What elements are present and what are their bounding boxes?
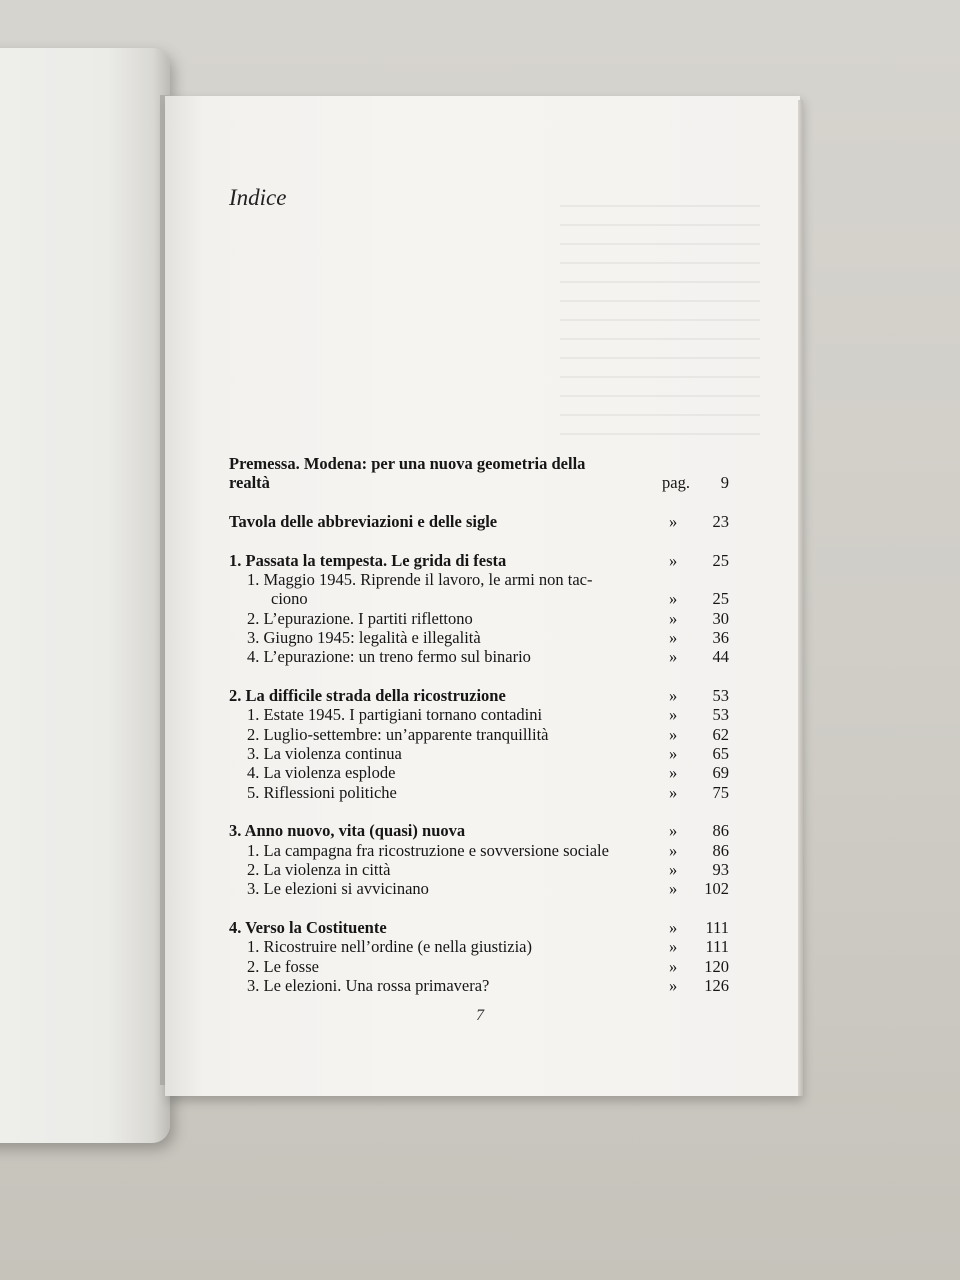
toc-entry-title: realtà [229, 473, 270, 493]
ditto-mark: » [669, 724, 678, 744]
ditto-mark: » [669, 956, 678, 976]
page-number: 120 [704, 956, 729, 976]
toc-section [229, 589, 734, 608]
page-edge [798, 100, 803, 1096]
page-number: 53 [712, 686, 729, 706]
toc-section [229, 763, 734, 782]
toc-entry-premessa-cont [229, 473, 734, 492]
page-number: 36 [712, 628, 729, 648]
toc-section [229, 879, 734, 898]
page-number: 62 [712, 724, 729, 744]
chapter-title: 1. Passata la tempesta. Le grida di festa [229, 550, 507, 570]
toc-section [229, 860, 734, 879]
ditto-mark: » [669, 763, 678, 783]
section-title: 3. Le elezioni. Una rossa primavera? [247, 976, 490, 996]
toc-entry-title: Tavola delle abbreviazioni e delle sigle [229, 512, 498, 532]
toc-section [229, 744, 734, 763]
page-number: 25 [712, 550, 729, 570]
toc-chapter-1 [229, 551, 734, 570]
ditto-mark: » [669, 782, 678, 802]
toc-section [229, 783, 734, 802]
page-number: 30 [712, 608, 729, 628]
toc-chapter-2 [229, 686, 734, 705]
ditto-mark: » [669, 647, 678, 667]
section-title: 1. La campagna fra ricostruzione e sovversione sociale [247, 840, 609, 860]
toc-section [229, 570, 734, 589]
ditto-mark: » [669, 879, 678, 899]
section-title: 1. Estate 1945. I partigiani tornano contadini [247, 705, 543, 725]
toc-chapter-4 [229, 918, 734, 937]
ditto-mark: » [669, 860, 678, 880]
ditto-mark: » [669, 918, 678, 938]
page-number: 86 [712, 840, 729, 860]
section-title: 2. L’epurazione. I partiti riflettono [247, 608, 473, 628]
ditto-mark: » [669, 976, 678, 996]
toc-section [229, 609, 734, 628]
page-number: 111 [705, 918, 729, 938]
section-title: 1. Maggio 1945. Riprende il lavoro, le armi non tac- [247, 570, 593, 590]
page-number: 69 [712, 763, 729, 783]
toc-section [229, 647, 734, 666]
ditto-mark: » [669, 705, 678, 725]
page-number: 126 [704, 976, 729, 996]
ditto-mark: » [669, 550, 678, 570]
toc-section [229, 628, 734, 647]
section-title: 2. Luglio-settembre: un’apparente tranquillità [247, 724, 549, 744]
page-number: 75 [712, 782, 729, 802]
toc-chapter-3 [229, 821, 734, 840]
toc-section [229, 841, 734, 860]
toc-section [229, 705, 734, 724]
section-title: 4. La violenza esplode [247, 763, 396, 783]
left-page [0, 48, 170, 1143]
chapter-title: 4. Verso la Costituente [229, 918, 387, 938]
ditto-mark: » [669, 840, 678, 860]
page-folio: 7 [476, 1007, 484, 1024]
toc-entry-title: Premessa. Modena: per una nuova geometria della [229, 454, 586, 473]
page-number: 25 [712, 589, 729, 609]
index-title: Indice [229, 185, 287, 210]
ditto-mark: » [669, 686, 678, 706]
section-title: 2. La violenza in città [247, 860, 391, 880]
toc-section [229, 957, 734, 976]
page-number: 102 [704, 879, 729, 899]
ditto-mark: » [669, 628, 678, 648]
toc-entry-tavola [229, 512, 734, 531]
page-number: 111 [705, 937, 729, 957]
page-number: 65 [712, 744, 729, 764]
section-title: 1. Ricostruire nell’ordine (e nella giustizia) [247, 937, 532, 957]
page-number: 9 [720, 473, 729, 493]
section-title: 3. Le elezioni si avvicinano [247, 879, 429, 899]
page-number: 93 [712, 860, 729, 880]
page-number: 23 [712, 512, 729, 532]
toc-section [229, 976, 734, 995]
toc-section [229, 937, 734, 956]
section-title: 5. Riflessioni politiche [247, 782, 397, 802]
show-through-text [560, 205, 760, 445]
section-title: ciono [271, 589, 308, 609]
ditto-mark: » [669, 512, 678, 532]
section-title: 3. La violenza continua [247, 744, 402, 764]
table-of-contents [229, 454, 734, 995]
section-title: 4. L’epurazione: un treno fermo sul binario [247, 647, 531, 667]
page-number: 86 [712, 821, 729, 841]
ditto-mark: » [669, 937, 678, 957]
toc-section [229, 725, 734, 744]
pag-label: pag. [662, 473, 690, 493]
toc-entry-premessa [229, 454, 734, 473]
ditto-mark: » [669, 821, 678, 841]
chapter-title: 2. La difficile strada della ricostruzione [229, 686, 506, 706]
ditto-mark: » [669, 589, 678, 609]
section-title: 2. Le fosse [247, 956, 319, 976]
chapter-title: 3. Anno nuovo, vita (quasi) nuova [229, 821, 466, 841]
section-title: 3. Giugno 1945: legalità e illegalità [247, 628, 481, 648]
ditto-mark: » [669, 608, 678, 628]
page-number: 53 [712, 705, 729, 725]
ditto-mark: » [669, 744, 678, 764]
page-number: 44 [712, 647, 729, 667]
